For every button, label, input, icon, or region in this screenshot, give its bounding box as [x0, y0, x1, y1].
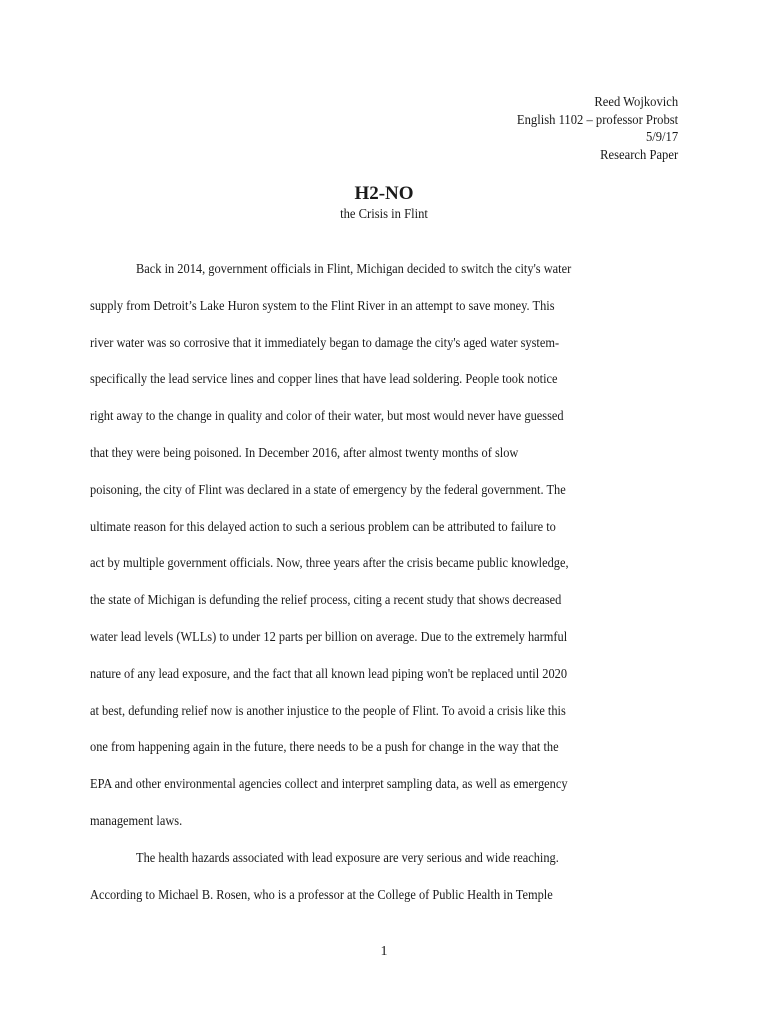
body-line: Back in 2014, government officials in Flint, Michigan decided to switch the city's water	[136, 262, 572, 277]
body-line: the state of Michigan is defunding the relief process, citing a recent study that shows decreased	[90, 593, 562, 609]
page-number: 1	[380, 944, 388, 959]
body-line: ultimate reason for this delayed action to such a serious problem can be attributed to failure to	[90, 519, 556, 535]
body-line: at best, defunding relief now is another injustice to the people of Flint. To avoid a crisis like this	[90, 703, 566, 719]
body-line: management laws.	[90, 813, 183, 829]
body-line: one from happening again in the future, there needs to be a push for change in the way that the	[90, 740, 559, 756]
body-line: The health hazards associated with lead exposure are very serious and wide reaching.	[136, 850, 559, 866]
body-line: specifically the lead service lines and copper lines that have lead soldering. People took notice	[90, 372, 558, 388]
date: 5/9/17	[645, 130, 678, 145]
body-line: that they were being poisoned. In December 2016, after almost twenty months of slow	[90, 445, 519, 461]
body-line: poisoning, the city of Flint was declared in a state of emergency by the federal government. The	[90, 482, 566, 498]
body-text	[90, 258, 678, 920]
paper-title: H2-NO	[354, 183, 414, 204]
body-line: According to Michael B. Rosen, who is a professor at the College of Public Health in Temple	[90, 887, 553, 903]
author-name: Reed Wojkovich	[594, 95, 678, 110]
paper-subtitle: the Crisis in Flint	[340, 207, 428, 222]
body-line: EPA and other environmental agencies collect and interpret sampling data, as well as emergency	[90, 777, 568, 793]
body-line: river water was so corrosive that it immediately began to damage the city's aged water system-	[90, 335, 560, 351]
header-block	[517, 94, 678, 164]
body-line: nature of any lead exposure, and the fact that all known lead piping won't be replaced until 2020	[90, 666, 568, 682]
body-line: right away to the change in quality and color of their water, but most would never have guessed	[90, 409, 564, 425]
body-line: supply from Detroit’s Lake Huron system to the Flint River in an attempt to save money. This	[90, 298, 555, 314]
body-line: water lead levels (WLLs) to under 12 parts per billion on average. Due to the extremely harmful	[90, 629, 568, 645]
body-line: act by multiple government officials. Now, three years after the crisis became public knowledge,	[90, 556, 569, 572]
course-info: English 1102 – professor Probst	[516, 112, 678, 128]
document-type: Research Paper	[599, 147, 678, 163]
